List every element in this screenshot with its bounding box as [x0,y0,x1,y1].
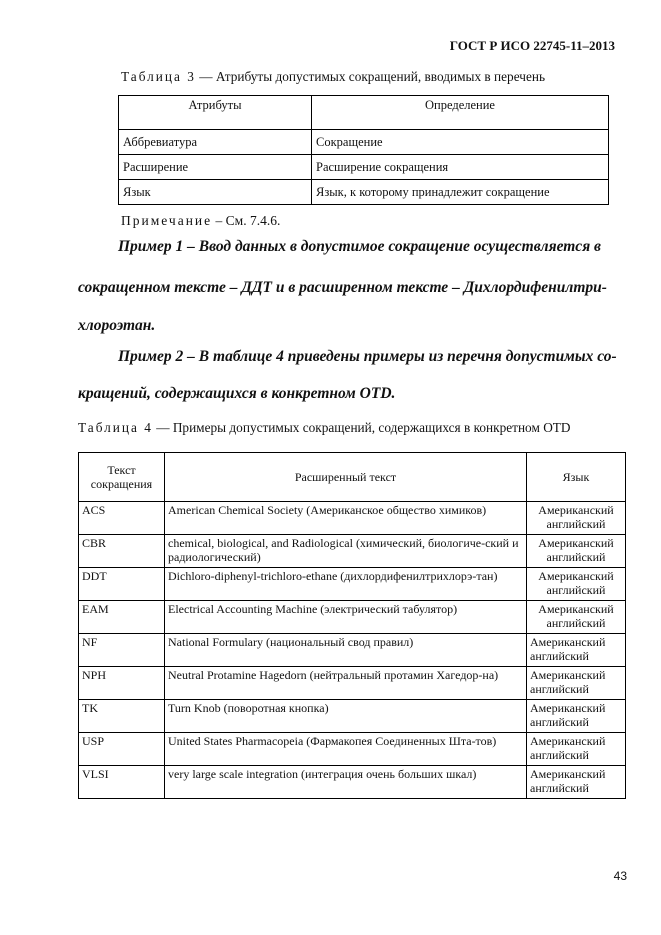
table3-cell: Язык [119,180,312,205]
table4-row [79,601,626,634]
table4-row [79,535,626,568]
table4-row [79,733,626,766]
abbreviation-cell: DDT [79,568,165,601]
language-cell: Американский английский [527,667,626,700]
table4-row [79,502,626,535]
language-cell: Американский английский [527,733,626,766]
expanded-text-cell: Turn Knob (поворотная кнопка) [165,700,527,733]
expanded-text-cell: American Chemical Society (Американское общество химиков) [165,502,527,535]
table3 [118,95,609,205]
table4-caption-text: — Примеры допустимых сокращений, содержащихся в конкретном OTD [152,420,571,435]
expanded-text-cell: Electrical Accounting Machine (электрический табулятор) [165,601,527,634]
expanded-text-cell: Dichloro-diphenyl-trichloro-ethane (дихлордифенилтрихлорэ-тан) [165,568,527,601]
table4-header-cell: Язык [527,453,626,502]
table3-caption-label: Таблица 3 [121,69,196,84]
table3-header-cell: Определение [312,96,609,130]
expanded-text-cell: Neutral Protamine Hagedorn (нейтральный протамин Хагедор-на) [165,667,527,700]
table3-cell: Язык, к которому принадлежит сокращение [312,180,609,205]
table3-cell: Сокращение [312,130,609,155]
abbreviation-cell: TK [79,700,165,733]
example2-line: Пример 2 – В таблице 4 приведены примеры из перечня допустимых со- [118,348,617,365]
language-cell: Американский английский [527,700,626,733]
abbreviation-cell: CBR [79,535,165,568]
table4-header-cell: Расширенный текст [165,453,527,502]
table3-header-row [119,96,609,130]
language-cell: Американский английский [527,502,626,535]
table4-row [79,634,626,667]
expanded-text-cell: chemical, biological, and Radiological (химический, биологиче-ский и радиологический) [165,535,527,568]
document-header: ГОСТ Р ИСО 22745-11–2013 [449,38,615,53]
table3-cell: Расширение [119,155,312,180]
example1-line: хлороэтан. [78,317,156,334]
table4-caption-label: Таблица 4 [78,420,153,435]
example1-line: сокращенном тексте – ДДТ и в расширенном тексте – Дихлордифенилтри- [78,279,607,296]
table4-row [79,667,626,700]
table4-row [79,568,626,601]
example1-line: Пример 1 – Ввод данных в допустимое сокращение осуществляется в [118,238,601,255]
table4-row [79,700,626,733]
table4-row [79,766,626,799]
page-number: 43 [613,869,627,883]
table3-row [119,155,609,180]
table3-cell: Расширение сокращения [312,155,609,180]
expanded-text-cell: National Formulary (национальный свод правил) [165,634,527,667]
note-text: – См. 7.4.6. [212,213,281,228]
table4-header-cell: Текст сокращения [79,453,165,502]
language-cell: Американский английский [527,766,626,799]
language-cell: Американский английский [527,568,626,601]
abbreviation-cell: VLSI [79,766,165,799]
expanded-text-cell: United States Pharmacopeia (Фармакопея Соединенных Шта-тов) [165,733,527,766]
language-cell: Американский английский [527,634,626,667]
example2-line: кращений, содержащихся в конкретном OTD. [78,385,396,402]
table3-caption [121,69,545,85]
language-cell: Американский английский [527,601,626,634]
table3-row [119,130,609,155]
abbreviation-cell: USP [79,733,165,766]
abbreviation-cell: NPH [79,667,165,700]
note [121,213,280,229]
table3-header-cell: Атрибуты [119,96,312,130]
language-cell: Американский английский [527,535,626,568]
table3-row [119,180,609,205]
abbreviation-cell: EAM [79,601,165,634]
table3-cell: Аббревиатура [119,130,312,155]
abbreviation-cell: NF [79,634,165,667]
note-label: Примечание [121,213,213,228]
abbreviation-cell: ACS [79,502,165,535]
table4-caption [78,420,571,436]
expanded-text-cell: very large scale integration (интеграция очень больших шкал) [165,766,527,799]
table3-caption-text: — Атрибуты допустимых сокращений, вводимых в перечень [195,69,546,84]
table4-header-row [79,453,626,502]
table4 [78,452,626,799]
